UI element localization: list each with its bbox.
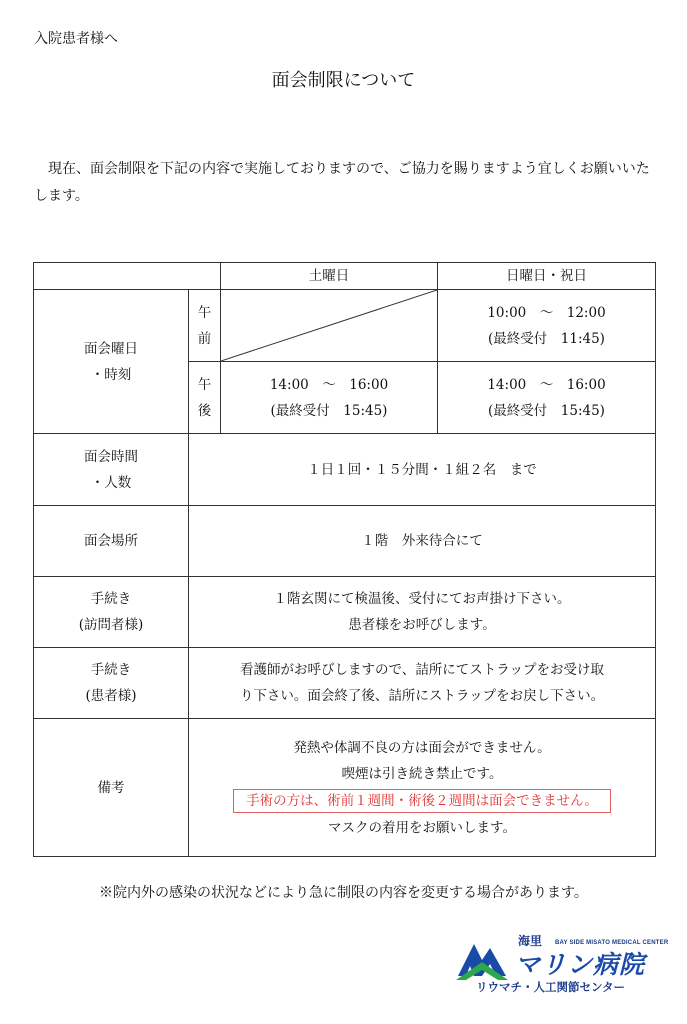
am-sunday-cell xyxy=(438,290,656,362)
notes-label: 備考 xyxy=(34,719,189,857)
pm-saturday-last: (最終受付 15:45) xyxy=(270,402,388,419)
header-empty-cell xyxy=(34,263,221,290)
duration-label xyxy=(34,434,189,506)
notes-value xyxy=(189,719,656,857)
procedure-visitor-label xyxy=(34,577,189,648)
visiting-days-label-1: 面会曜日 xyxy=(84,340,138,357)
am-label xyxy=(189,290,221,362)
diagonal-slash xyxy=(221,290,437,361)
place-label: 面会場所 xyxy=(34,506,189,577)
header-sunday-holiday: 日曜日・祝日 xyxy=(438,263,656,290)
place-value: １階 外来待合にて xyxy=(189,506,656,577)
procedure-visitor-label-2: (訪問者様) xyxy=(78,617,144,633)
am-row xyxy=(34,290,656,362)
am-sunday-time: 10:00 ～ 12:00 xyxy=(487,304,606,321)
page-title: 面会制限について xyxy=(271,70,416,91)
notes-line-1: 発熱や体調不良の方は面会ができません。 xyxy=(293,739,551,756)
procedure-patient-line-1: 看護師がお呼びしますので、詰所にてストラップをお受け取 xyxy=(240,662,604,678)
duration-row xyxy=(34,434,656,506)
intro-paragraph: 現在、面会制限を下記の内容で実施しておりますので、ご協力を賜りますよう宜しくお願いいたします。 xyxy=(34,161,650,204)
pm-saturday-time: 14:00 ～ 16:00 xyxy=(269,376,389,393)
addressee: 入院患者様へ xyxy=(34,31,118,47)
procedure-patient-row xyxy=(34,648,656,719)
logo-subtitle: リウマチ・人工関節センター xyxy=(476,980,626,994)
am-label-2: 前 xyxy=(197,330,212,347)
procedure-visitor-line-2: 患者様をお呼びします。 xyxy=(348,617,496,633)
pm-label xyxy=(189,362,221,434)
notes-row xyxy=(34,719,656,857)
procedure-patient-label-2: (患者様) xyxy=(85,688,137,704)
logo-kaiho: 海里 xyxy=(518,934,543,948)
logo-hospital-name: マリン病院 xyxy=(515,950,646,979)
header-saturday: 土曜日 xyxy=(221,263,438,290)
logo-bay-text: BAY SIDE MISATO MEDICAL CENTER xyxy=(555,940,669,946)
am-sunday-last: (最終受付 11:45) xyxy=(488,330,605,347)
visiting-rules-table xyxy=(33,262,656,857)
procedure-visitor-row xyxy=(34,577,656,648)
notes-line-4: マスクの着用をお願いします。 xyxy=(328,819,516,836)
notes-line-2: 喫煙は引き続き禁止です。 xyxy=(341,765,503,782)
visiting-days-label xyxy=(34,290,189,434)
procedure-visitor-label-1: 手続き xyxy=(90,591,132,607)
pm-label-1: 午 xyxy=(197,376,212,393)
procedure-visitor-line-1: １階玄関にて検温後、受付にてお声掛け下さい。 xyxy=(273,591,571,607)
visiting-days-label-2: ・時刻 xyxy=(90,366,132,383)
footnote: ※院内外の感染の状況などにより急に制限の内容を変更する場合があります。 xyxy=(99,885,588,901)
surgery-warning: 手術の方は、術前１週間・術後２週間は面会できません。 xyxy=(233,789,611,813)
pm-sunday-time: 14:00 ～ 16:00 xyxy=(487,376,606,393)
procedure-visitor-value xyxy=(189,577,656,648)
procedure-patient-label xyxy=(34,648,189,719)
am-label-1: 午 xyxy=(197,304,212,321)
procedure-patient-line-2: り下さい。面会終了後、詰所にストラップをお戻し下さい。 xyxy=(239,688,605,704)
pm-sunday-cell xyxy=(438,362,656,434)
duration-label-2: ・人数 xyxy=(90,474,132,491)
place-row xyxy=(34,506,656,577)
pm-label-2: 後 xyxy=(197,402,212,419)
pm-sunday-last: (最終受付 15:45) xyxy=(488,402,605,419)
procedure-patient-label-1: 手続き xyxy=(90,662,132,678)
duration-label-1: 面会時間 xyxy=(84,448,138,465)
header-row xyxy=(34,263,656,290)
procedure-patient-value xyxy=(189,648,656,719)
duration-value: １日１回・１５分間・１組２名 まで xyxy=(189,434,656,506)
notes-warning-wrap xyxy=(189,787,655,815)
am-saturday-closed xyxy=(221,290,438,362)
pm-saturday-cell xyxy=(221,362,438,434)
